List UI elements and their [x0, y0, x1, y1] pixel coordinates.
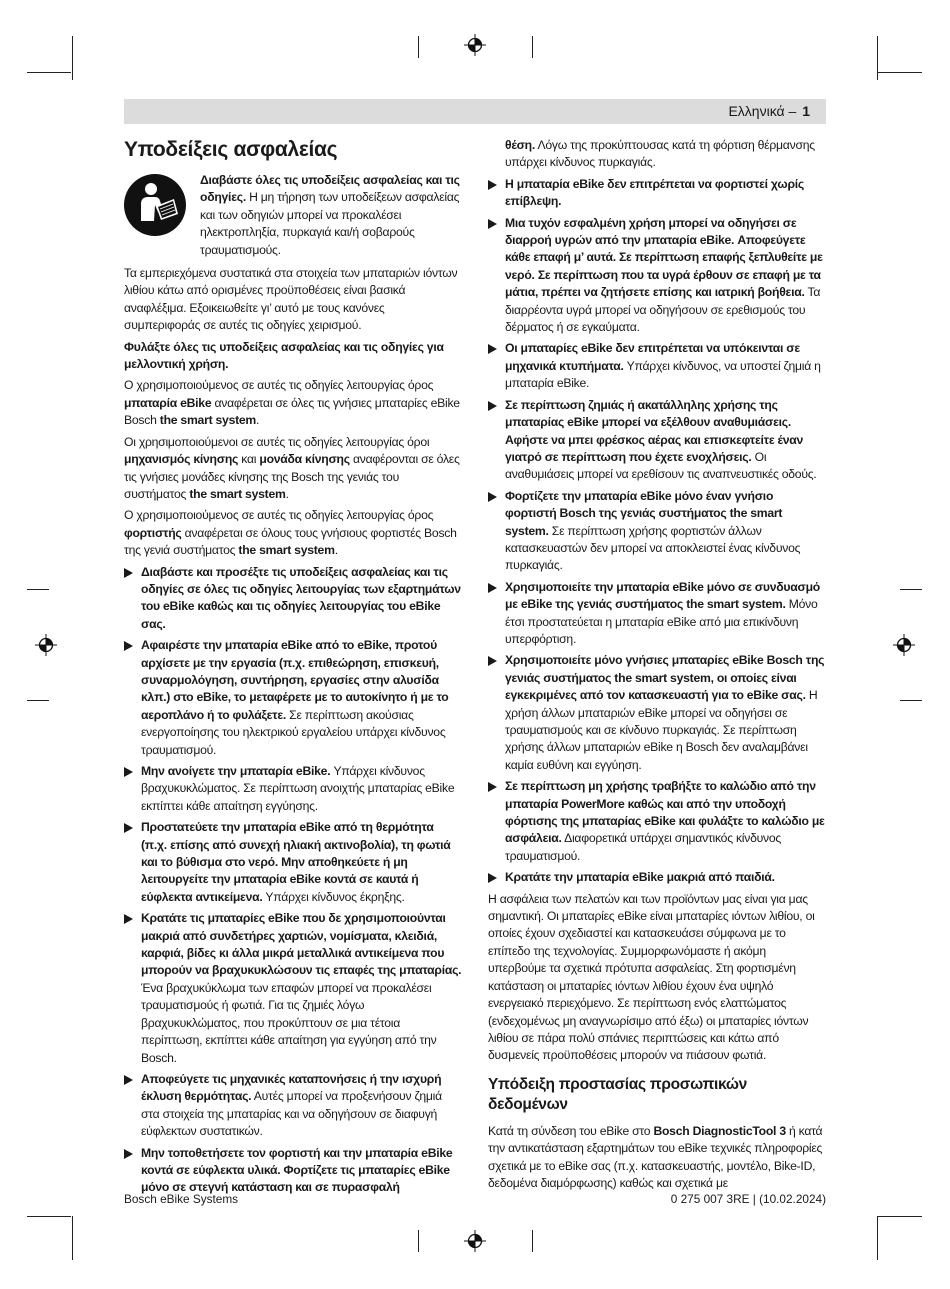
registration-mark-icon [893, 634, 915, 656]
warning-bold: Διαβάστε όλες τις υποδείξεις ασφαλείας και τις οδηγίες. [200, 173, 460, 205]
bullet-arrow-icon [124, 914, 133, 924]
right-column [488, 137, 826, 1196]
bullet-arrow-icon [488, 656, 497, 666]
bullet-bold: θέση. [505, 138, 536, 152]
footer-left: Bosch eBike Systems [124, 1192, 239, 1206]
section-title: Υποδείξεις ασφαλείας [124, 138, 338, 161]
bullet-arrow-icon [124, 1075, 133, 1085]
bullet-text: Λόγω της προκύπτουσας κατά τη φόρτιση θέρμανσης υπάρχει κίνδυνος πυρκαγιάς. [505, 138, 815, 170]
bullet-text: Μόνο έτσι προστατεύεται η μπαταρία eBike από μια επικίνδυνη υπερφόρτιση. [505, 597, 818, 646]
bullet-text: Η χρήση άλλων μπαταριών eBike μπορεί να οδηγήσει σε τραυματισμούς και σε κίνδυνο πυρκαγιάς. Σε περίπτωση χρήσης άλλων μπαταριών eBike η Bosch δεν αναλαμβάνει καμία ευθύνη και εγγύηση. [505, 688, 818, 772]
safety-bullet [124, 910, 462, 1067]
crop-mark [418, 1230, 419, 1252]
paragraph [124, 377, 462, 429]
bullet-bold: Αποφεύγετε τις μηχανικές καταπονήσεις ή την ισχυρή έκλυση θερμότητας. [141, 1071, 442, 1104]
page-header-label [728, 103, 810, 119]
bullet-arrow-icon [488, 492, 497, 502]
bullet-bold: Μην τοποθετήσετε τον φορτιστή και την μπαταρία eBike κοντά σε εύφλεκτα υλικά. Φορτίζετε τις μπαταρίες eBike μόνο σε στεγνή κατάσταση και σε πυρασφαλή [141, 1145, 453, 1195]
text-run: ή κατά την αντικατάσταση εξαρτημάτων του eBike τεχνικές πληροφορίες σχετικά με το eBike σας (π.χ. κατασκευαστής, μοντέλο, Bike-ID, δεδομένα διαμόρφωσης) καθώς και σχετικά με [488, 1123, 823, 1190]
paragraph [488, 1123, 826, 1193]
crop-mark [878, 1216, 922, 1217]
crop-mark [532, 1230, 533, 1252]
safety-bullet [488, 340, 826, 392]
bullet-bold: Μην ανοίγετε την μπαταρία eBike. [141, 764, 331, 778]
bullet-bold: Σε περίπτωση ζημιάς ή ακατάλληλης χρήσης της μπαταρίας eBike μπορεί να εξέλθουν αναθυμιάσεις. Αφήστε να μπει φρέσκος αέρας και επισκεφτείτε έναν γιατρό σε περίπτωση που έχετε ενοχλήσεις. [505, 397, 804, 464]
bullet-arrow-icon [488, 782, 497, 792]
text-run: Ο χρησιμοποιούμενος σε αυτές τις οδηγίες λειτουργίας όρος [124, 508, 434, 523]
warning-text [200, 172, 462, 259]
bullet-bold: Διαβάστε και προσέξτε τις υποδείξεις ασφαλείας και τις οδηγίες σε όλες τις οδηγίες λειτουργίας των εξαρτημάτων του eBike καθώς και τις οδηγίες λειτουργίας του eBike σας. [141, 564, 461, 631]
footer-right: 0 275 007 3RE | (10.02.2024) [670, 1192, 826, 1206]
bullet-bold: Κρατάτε την μπαταρία eBike μακριά από παιδιά. [505, 870, 775, 885]
bullet-bold: Προστατεύετε την μπαταρία eBike από τη θερμότητα (π.χ. επίσης από συνεχή ηλιακή ακτινοβολία), τη φωτιά και το βύθισμα στο νερό. Μην αποθηκεύετε ή μη λειτουργείτε την μπαταρία eBike κοντά σε καυτά ή εύφλεκτα αντικείμενα. [141, 820, 451, 904]
bullet-bold: Κρατάτε τις μπαταρίες eBike που δε χρησιμοποιούνται μακριά από συνδετήρες χαρτιών, νομίσματα, κλειδιά, καρφιά, βίδες κι άλλα μικρά μεταλλικά αντικείμενα που μπορούν να βραχυκυκλώσουν τις επαφές της μπαταρίας. [141, 911, 462, 978]
safety-bullet [124, 1145, 462, 1197]
text-run: αναφέρεται σε όλους τους γνήσιους φορτιστές Bosch της γενιά συστήματος [124, 525, 457, 558]
bullet-text: Οι αναθυμιάσεις μπορεί να ερεθίσουν τις αναπνευστικές οδούς. [505, 449, 817, 482]
paragraph [124, 434, 462, 504]
bullet-arrow-icon [488, 219, 497, 229]
bullet-arrow-icon [124, 1149, 133, 1159]
bullet-text: Διαφορετικά υπάρχει σημαντικός κίνδυνος τραυματισμού. [505, 831, 782, 863]
paragraph: Η ασφάλεια των πελατών και των προϊόντων μας είναι για μας σημαντική. Οι μπαταρίες eBike είναι μπαταρίες ιόντων λιθίου, οι οποίες έχουν σχεδιαστεί και κατασκευάσει σύμφωνα με το επίπεδο της τεχνολογίας. Συμμορφωνόμαστε ή ακόμη υπερβούμε τα σχετικά πρότυπα ασφαλείας. Στη φορτισμένη κατάσταση οι μπαταρίες ιόντων λιθίου έχουν ένα υψηλό ενεργειακό περιεχόμενο. Σε περίπτωση ενός ελαττώματος (ενδεχομένως μη αναγνωρίσιμο από έξω) οι μπαταρίες ιόντων λιθίου σε πάρα πολύ σπάνιες περιπτώσεις και κάτω από δυσμενείς προϋποθέσεις μπορούν να πιάσουν φωτιά. [488, 891, 815, 1063]
paragraph-bold [124, 339, 462, 374]
bullet-arrow-icon [124, 568, 133, 578]
safety-bullet [124, 1071, 462, 1141]
safety-bullet [488, 869, 826, 886]
header-separator: – [788, 103, 797, 119]
safety-bullet [488, 778, 826, 865]
bullet-bold: Η μπαταρία eBike δεν επιτρέπεται να φορτιστεί χωρίς επίβλεψη. [505, 176, 804, 209]
safety-bullet [488, 176, 826, 211]
bullet-continuation [488, 137, 826, 172]
text-run-bold: the smart system [159, 413, 257, 428]
bullet-text: Υπάρχει κίνδυνος βραχυκυκλώματος. Σε περίπτωση ανοιχτής μπαταρίας eBike εκπίπτει κάθε απαίτηση εγγύησης. [141, 764, 455, 813]
bullet-arrow-icon [488, 344, 497, 354]
warning-block [124, 172, 462, 259]
bullet-bold: Μια τυχόν εσφαλμένη χρήση μπορεί να οδηγήσει σε διαρροή υγρών από την μπαταρία eBike. Αποφεύγετε κάθε επαφή μ’ αυτά. Σε περίπτωση επαφής ξεπλυθείτε με νερό. Σε περίπτωση που τα υγρά έρθουν σε επαφή με τα μάτια, πρέπει να ζητήσετε επίσης και ιατρική βοήθεια. [505, 215, 823, 300]
text-run: . [334, 543, 338, 558]
crop-mark [27, 72, 71, 73]
text-run-bold: Bosch DiagnosticTool 3 [653, 1123, 786, 1138]
paragraph: Τα εμπεριεχόμενα συστατικά στα στοιχεία των μπαταριών ιόντων λιθίου κάτω από ορισμένες προϋποθέσεις είναι βασικά αναφλέξιμα. Εξοικειωθείτε γι’ αυτό με τους κανόνες συμπεριφοράς σε αυτές τις οδηγίες χειρισμού. [124, 266, 458, 333]
read-manual-icon [124, 174, 186, 236]
registration-mark-icon [464, 1230, 486, 1252]
crop-mark [27, 700, 49, 701]
crop-mark [878, 72, 922, 73]
text-run-bold: μηχανισμός κίνησης [124, 452, 239, 467]
bullet-bold: Σε περίπτωση μη χρήσης τραβήξτε το καλώδιο από την μπαταρία PowerMore καθώς και από την υποδοχή φόρτισης της μπαταρίας eBike και φυλάξτε το καλώδιο με ασφάλεια. [505, 779, 825, 846]
language-label: Ελληνικά [728, 103, 785, 119]
section-subtitle: Υπόδειξη προστασίας προσωπικών δεδομένων [488, 1075, 747, 1113]
paragraph-bold-text: Φυλάξτε όλες τις υποδείξεις ασφαλείας και τις οδηγίες για μελλοντική χρήση. [124, 339, 444, 372]
crop-mark [532, 36, 533, 58]
text-run-bold: the smart system [238, 543, 335, 558]
text-run: Ο χρησιμοποιούμενος σε αυτές τις οδηγίες λειτουργίας όρος [124, 378, 434, 393]
text-run: αναφέρεται σε όλες τις γνήσιες μπαταρίες eBike Bosch [124, 395, 460, 428]
safety-bullet [488, 652, 826, 774]
bullet-text: Τα διαρρέοντα υγρά μπορεί να οδηγήσουν σε ερεθισμούς του δέρματος ή σε εγκαύματα. [505, 285, 821, 335]
bullet-bold: Χρησιμοποιείτε την μπαταρία eBike μόνο σε συνδυασμό με eBike της γενιάς συστήματος the smart system. [505, 579, 820, 612]
bullet-text: Υπάρχει κίνδυνος, να υποστεί ζημιά η μπαταρία eBike. [505, 358, 821, 391]
text-run-bold: μπαταρία eBike [124, 395, 212, 410]
bullet-text: Ένα βραχυκύκλωμα των επαφών μπορεί να προκαλέσει τραυματισμούς ή φωτιά. Για τις ζημιές λόγω βραχυκυκλώματος, που προκύπτουν σε μια τέτοια περίπτωση, εκπίπτει κάθε απαίτηση για εγγύηση από την Bosch. [141, 980, 437, 1065]
page-header [124, 99, 826, 124]
text-run-bold: φορτιστής [124, 525, 182, 540]
safety-bullet [124, 564, 462, 634]
safety-bullet [488, 397, 826, 484]
text-run: . [285, 486, 289, 501]
bullet-arrow-icon [124, 641, 133, 651]
registration-mark-icon [35, 634, 57, 656]
text-run-bold: the smart system [189, 486, 286, 501]
text-run: . [256, 413, 260, 428]
crop-mark [418, 36, 419, 58]
safety-bullet [488, 215, 826, 337]
bullet-arrow-icon [124, 823, 133, 833]
safety-bullet [124, 763, 462, 815]
crop-mark [72, 36, 73, 80]
bullet-bold: Οι μπαταρίες eBike δεν επιτρέπεται να υπόκεινται σε μηχανικά κτυπήματα. [505, 341, 800, 373]
warning-rest: Η μη τήρηση των υποδείξεων ασφαλείας και των οδηγιών μπορεί να προκαλέσει ηλεκτροπληξία, πυρκαγιά και/ή σοβαρούς τραυματισμούς. [200, 190, 460, 257]
bullet-bold: Χρησιμοποιείτε μόνο γνήσιες μπαταρίες eBike Bosch της γενιάς συστήματος the smart system, οι οποίες είναι εγκεκριμένες από τον κατασκευαστή για το eBike σας. [505, 653, 825, 703]
bullet-bold: Αφαιρέστε την μπαταρία eBike από το eBike, προτού αρχίσετε με την εργασία (π.χ. επιθεώρηση, επισκευή, συναρμολόγηση, συντήρηση, εργασίες στην αλυσίδα κλπ.) στο eBike, το μεταφέρετε με το αυτοκίνητο ή με το αεροπλάνο ή το φυλάξετε. [141, 638, 449, 722]
page-number: 1 [802, 103, 810, 119]
bullet-text: Υπάρχει κίνδυνος έκρηξης. [262, 889, 405, 904]
bullet-arrow-icon [124, 767, 133, 777]
safety-bullet [488, 579, 826, 649]
paragraph [124, 507, 462, 559]
text-run: Κατά τη σύνδεση του eBike στο [488, 1123, 654, 1138]
crop-mark [900, 700, 922, 701]
crop-mark [877, 36, 878, 80]
crop-mark [27, 589, 49, 590]
registration-mark-icon [464, 34, 486, 56]
bullet-arrow-icon [488, 401, 497, 411]
safety-bullet [488, 488, 826, 575]
crop-mark [72, 1216, 73, 1260]
safety-bullet [124, 819, 462, 906]
crop-mark [877, 1216, 878, 1260]
bullet-arrow-icon [488, 180, 497, 190]
text-run: αναφέρονται σε όλες τις γνήσιες μονάδες κίνησης της Bosch της γενιάς του συστήματος [124, 452, 460, 501]
bullet-text: Αυτές μπορεί να προξενήσουν ζημιά στα στοιχεία της μπαταρίας και να οδηγήσουν σε διαφυγή εύφλεκτων συστατικών. [141, 1089, 442, 1139]
bullet-text: Σε περίπτωση χρήσης φορτιστών άλλων κατασκευαστών δεν μπορεί να αποκλειστεί ένας κίνδυνος πυρκαγιάς. [505, 523, 801, 573]
bullet-arrow-icon [488, 583, 497, 593]
text-run-bold: μονάδα κίνησης [259, 452, 350, 467]
text-run: και [238, 452, 260, 467]
safety-bullet [124, 637, 462, 759]
text-run: Οι χρησιμοποιούμενοι σε αυτές τις οδηγίες λειτουργίας όροι [124, 434, 430, 449]
bullet-arrow-icon [488, 873, 497, 883]
bullet-text: Σε περίπτωση ακούσιας ενεργοποίησης του ηλεκτρικού εργαλείου υπάρχει κίνδυνος τραυματισμού. [141, 707, 446, 757]
crop-mark [900, 589, 922, 590]
left-column [124, 137, 462, 1201]
bullet-bold: Φορτίζετε την μπαταρία eBike μόνο έναν γνήσιο φορτιστή Bosch της γενιάς συστήματος the smart system. [505, 488, 783, 538]
crop-mark [27, 1216, 71, 1217]
